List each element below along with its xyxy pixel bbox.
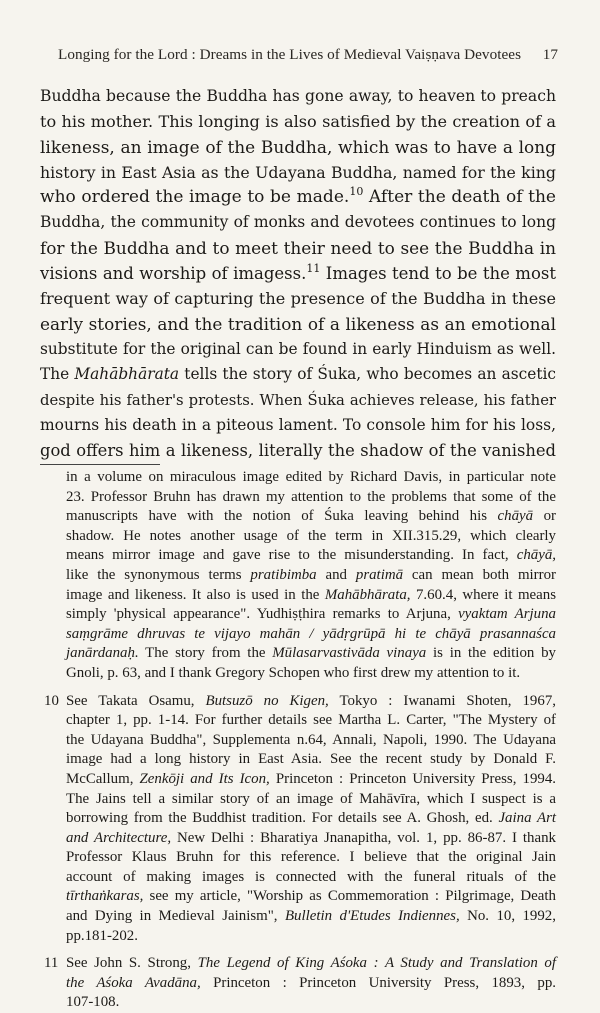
footnote-continuation (44, 468, 556, 684)
footnote-ref-10[interactable]: 10 (349, 185, 364, 199)
text-run: is in the edition by (426, 645, 556, 662)
text-run: tells the story of Śuka, who becomes an ascetic (179, 365, 557, 384)
text-run: See Takata Osamu, (66, 692, 206, 709)
page-number: 17 (542, 46, 558, 63)
text-run: No. 10, 1992, (459, 908, 556, 925)
footnote-ref-11[interactable]: 11 (306, 262, 321, 276)
text-run: means mirror image and gave rise to the misunderstanding. In fact, (66, 547, 517, 564)
note-line: Professor Klaus Bruhn for this reference. I believe that the original Jain (66, 849, 556, 866)
body-line: frequent way of capturing the presence of the Buddha in these (40, 289, 556, 309)
note-line: in a volume on miraculous image edited by Richard Davis, in particular note (66, 469, 556, 485)
italic-term: tīrthaṅkaras, (66, 888, 144, 905)
italic-term: pratibimba (250, 566, 317, 583)
body-line: early stories, and the tradition of a likeness as an emotional (40, 313, 556, 334)
text-run: simply 'physical appearance". Yudhiṣṭhira remarks to Arjuna, (66, 606, 459, 623)
italic-term: chāyā, (516, 547, 556, 564)
note-line: The Jains tell a similar story of an image of Mahāvīra, which I suspect is a (66, 790, 556, 807)
note-line: account of making images is connected with the funeral rituals of the (66, 868, 556, 885)
text-run: borrowing from the Buddhist tradition. For details see A. Ghosh, ed. (66, 810, 499, 827)
italic-title: Bulletin d'Etudes Indiennes, (284, 908, 460, 925)
italic-title: and Architecture, (66, 829, 172, 846)
italic-title: The Legend of King Aśoka : A Study and Translation of (197, 955, 556, 972)
italic-quote: saṃgrāme dhruvas te vijayo mahān / yādṛgrūpā hi te chāyā prasannaśca (66, 625, 556, 642)
text-run: 7.60.4, where it means (410, 586, 557, 603)
text-run: McCallum, (66, 770, 140, 787)
italic-quote: vyaktam Arjuna (458, 606, 556, 623)
italic-title: Mahābhārata (74, 365, 180, 384)
footnote-text (66, 692, 556, 947)
text-run: and Dying in Medieval Jainism", (66, 908, 285, 925)
note-line (66, 546, 556, 566)
running-head (58, 46, 558, 64)
text-run: or (533, 508, 556, 525)
footnotes (44, 468, 556, 1013)
note-line: 107-108. (66, 994, 120, 1011)
main-paragraph (40, 84, 556, 463)
note-line: 23. Professor Bruhn has drawn my attention to the problems that some of the (66, 488, 556, 505)
text-run: New Delhi : Bharatiya Jnanapitha, vol. 1, pp. 86-87. I thank (171, 829, 556, 846)
text-run: Tokyo : Iwanami Shoten, 1967, (328, 692, 556, 709)
body-line: Buddha, the community of monks and devotees continues to long (40, 213, 556, 232)
footnote-number: 10 (44, 692, 59, 709)
text-run: Princeton : Princeton University Press, 1994. (269, 770, 557, 787)
note-line: shadow. He notes another usage of the term in XII.315.29, which clearly (66, 527, 556, 544)
body-line (40, 261, 556, 286)
note-line (66, 954, 556, 974)
body-line: to his mother. This longing is also satisfied by the creation of a (40, 112, 556, 132)
body-line (40, 185, 556, 210)
running-title: Longing for the Lord : Dreams in the Lives of Medieval Vaiṣṇava Devotees (58, 46, 522, 63)
text-run: Images tend to be the most (320, 264, 556, 284)
text-run: visions and worship of imagess. (40, 264, 307, 284)
body-line: Buddha because the Buddha has gone away, to heaven to preach (40, 87, 556, 105)
note-line: chapter 1, pp. 1-14. For further details see Martha L. Carter, "The Mystery of (66, 712, 556, 729)
text-run: Princeton : Princeton University Press, 1893, pp. (200, 974, 556, 991)
text-run: like the synonymous terms (66, 566, 251, 583)
footnote-11 (44, 954, 556, 1013)
text-run: See John S. Strong, (66, 955, 198, 972)
body-line: for the Buddha and to meet their need to see the Buddha in (40, 237, 556, 258)
note-line (66, 907, 556, 927)
body-line: history in East Asia as the Udayana Buddha, named for the king (40, 162, 556, 182)
italic-title: Butsuzō no Kigen, (205, 692, 329, 709)
note-line (66, 692, 556, 712)
text-run: The (40, 365, 75, 384)
body-line: likeness, an image of the Buddha, which was to have a long (40, 136, 556, 157)
note-line: the Udayana Buddha", Supplementa n.64, Annali, Napoli, 1990. The Udayana (66, 731, 556, 748)
note-line (66, 644, 556, 664)
note-line: image had a long history in East Asia. See the recent study by Donald F. (66, 751, 556, 768)
text-run: image and likeness. It also is used in the (66, 586, 325, 603)
note-line: Gnoli, p. 63, and I thank Gregory Schopen who first drew my attention to it. (66, 664, 521, 681)
text-run: can mean both mirror (403, 566, 556, 583)
note-line (66, 625, 556, 645)
note-line (66, 809, 556, 829)
italic-title: the Aśoka Avadāna, (66, 974, 201, 991)
text-run: After the death of the (363, 187, 556, 208)
body-line: despite his father's protests. When Śuka achieves release, his father (40, 391, 556, 409)
footnote-divider (40, 464, 160, 465)
italic-term: pratimā (355, 566, 404, 583)
note-line (66, 887, 556, 907)
italic-quote: janārdanaḥ. (66, 645, 139, 662)
footnote-10 (44, 692, 556, 947)
text-run: and (316, 566, 356, 583)
note-line (66, 770, 556, 790)
text-run: The story from the (138, 645, 273, 662)
italic-title: Zenkōji and Its Icon, (139, 770, 270, 787)
note-line (66, 566, 556, 586)
note-line (66, 507, 556, 527)
body-line: substitute for the original can be found in early Hinduism as well. (40, 339, 556, 358)
text-run: who ordered the image to be made. (40, 187, 350, 208)
text-run: see my article, "Worship as Commemoration : Pilgrimage, Death (143, 888, 556, 905)
note-line (66, 605, 556, 625)
note-line (66, 586, 556, 606)
italic-title: Mūlasarvastivāda vinaya (272, 645, 427, 662)
note-line (66, 974, 556, 994)
italic-term: chāyā (497, 508, 534, 525)
italic-title: Mahābhārata, (324, 586, 411, 603)
text-run: manuscripts have with the notion of Śuka leaving behind his (66, 508, 498, 525)
footnote-text (66, 954, 556, 1013)
body-line: god offers him a likeness, literally the shadow of the vanished (40, 441, 556, 461)
note-line: pp.181-202. (66, 927, 138, 944)
italic-title: Jaina Art (498, 810, 556, 827)
body-line (40, 362, 556, 387)
note-line (66, 829, 556, 849)
body-line: mourns his death in a piteous lament. To console him for his loss, (40, 415, 556, 434)
footnote-number: 11 (44, 955, 59, 972)
